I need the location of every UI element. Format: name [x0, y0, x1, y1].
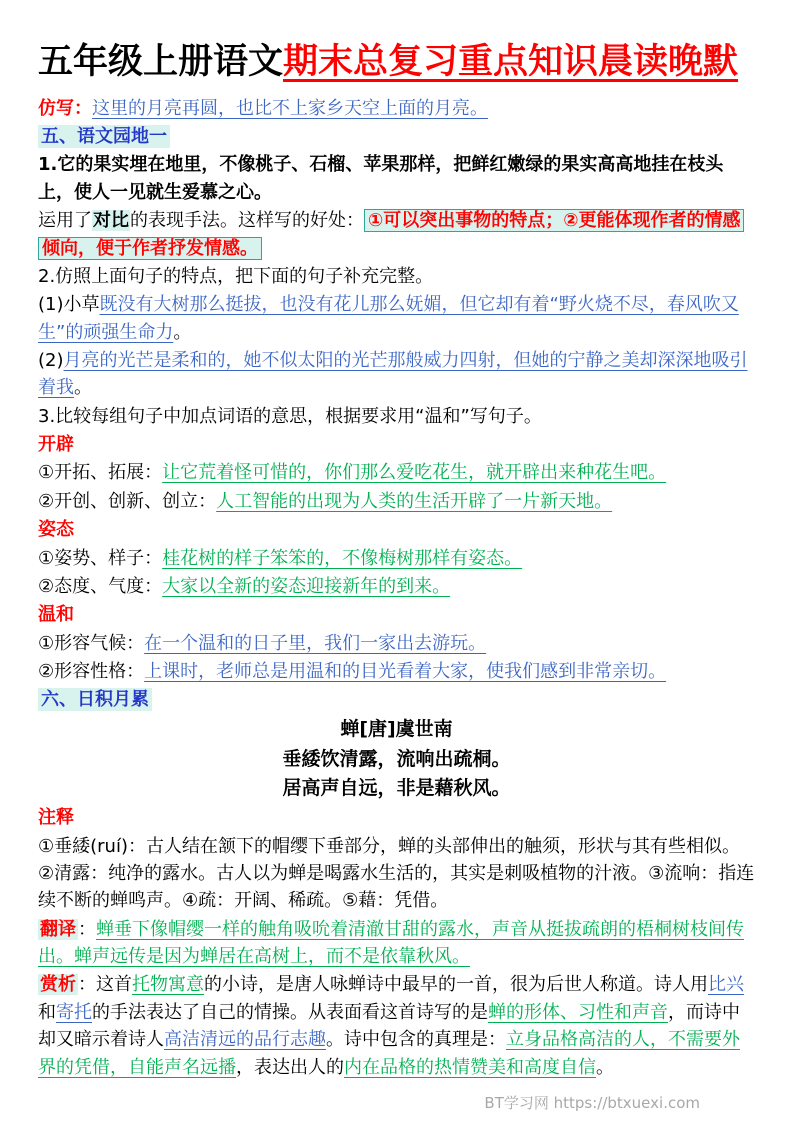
zhushi-label: [38, 804, 755, 831]
text-segment: 的手法表达了自己的情操。从表面看这首诗写的是: [92, 1001, 488, 1023]
text-segment: 。: [74, 377, 92, 399]
text-segment: 温和: [38, 604, 74, 626]
fangxie-line: [38, 95, 755, 122]
text-segment: ①垂緌(ruí)：古人结在颔下的帽缨下垂部分，蝉的头部伸出的触须，形状与其有些相似。②清露：纯净的露水。古人以为蝉是喝露水生活的，其实是刺吸植物的汁液。③流响：指连续不断的蝉鸣声。④疏：开阔、稀疏。⑤藉：凭借。: [38, 835, 755, 912]
text-segment: 和: [38, 1001, 56, 1023]
text-segment: 上课时，老师总是用温和的目光看着大家，使我们感到非常亲切。: [144, 660, 667, 682]
text-segment: 运用了: [38, 210, 92, 232]
section-heading-6: [38, 686, 755, 713]
text-segment: (2): [38, 349, 64, 371]
text-segment: ，表达出人的: [236, 1056, 344, 1078]
text-segment: 托物寓意: [132, 974, 204, 996]
text-segment: 寄托: [56, 1001, 92, 1023]
text-segment: 姿态: [38, 519, 74, 541]
fanyi-line: [38, 916, 755, 971]
text-segment: 比兴: [708, 974, 744, 996]
kaipi-sense-1: [38, 459, 755, 486]
zhushi-body: [38, 833, 755, 915]
text-segment: 蝉的形体、习性和声音: [488, 1001, 668, 1023]
question-3: [38, 403, 755, 430]
zitai-sense-2: [38, 573, 755, 600]
word-kaipi: [38, 431, 755, 458]
text-segment: ：这首: [78, 974, 132, 996]
text-segment: 开辟: [38, 434, 74, 456]
text-segment: 。: [173, 321, 192, 343]
text-segment: 居高声自远，非是藉秋风。: [282, 777, 511, 800]
answer-1: [38, 207, 755, 262]
poem-title: [38, 715, 755, 744]
word-wenhe: [38, 601, 755, 628]
footer-watermark: BT学习网 https://btxuexi.com: [484, 1093, 700, 1112]
wenhe-sense-1: [38, 630, 755, 657]
page-title-black: 五年级上册语文: [38, 41, 284, 82]
text-segment: 既没有大树那么挺拔，也没有花儿那么妩媚，但它却有着“野火烧不尽，春风吹又生”的顽强生命力: [38, 294, 739, 343]
text-segment: ②开创、创新、创立：: [38, 490, 217, 512]
question-1: [38, 151, 755, 206]
text-segment: ，而诗中却又暗示着诗人: [38, 1001, 740, 1051]
text-segment: 六、日积月累: [38, 688, 152, 711]
word-zitai: [38, 516, 755, 543]
text-segment: 月亮的光芒是柔和的，她不似太阳的光芒那般威力四射，但她的宁静之美却深深地吸引着我: [38, 349, 748, 399]
text-segment: 人工智能的出现为人类的生活开辟了一片新天地。: [216, 490, 613, 512]
poem-line-1: [38, 745, 755, 774]
section-heading-5: [38, 123, 755, 150]
text-segment: 注释: [38, 807, 74, 829]
page-title: [38, 40, 755, 84]
text-segment: 桂花树的样子笨笨的，不像梅树那样有姿态。: [162, 547, 523, 569]
text-segment: ：: [78, 918, 96, 940]
text-segment: 的小诗，是唐人咏蝉诗中最早的一首，很为后世人称道。诗人用: [204, 974, 708, 996]
text-segment: ①可以突出事物的特点；②更能体现作者的情感倾向，便于作者抒发情感。: [38, 209, 744, 259]
kaipi-sense-2: [38, 488, 755, 515]
poem-line-2: [38, 774, 755, 803]
text-segment: 仿写：: [38, 97, 92, 119]
text-segment: 的表现手法。这样写的好处：: [130, 210, 364, 232]
text-segment: ①形容气候：: [38, 632, 145, 654]
answer-2-2: [38, 347, 755, 402]
text-segment: 蝉[唐]虞世南: [340, 717, 453, 740]
text-segment: 翻译: [40, 918, 76, 940]
text-segment: 这里的月亮再圆，也比不上家乡天空上面的月亮。: [92, 97, 488, 119]
text-segment: 赏析: [40, 974, 76, 996]
text-segment: 垂緌饮清露，流响出疏桐。: [282, 747, 511, 770]
shangxi-line: [38, 971, 755, 1080]
text-segment: 五、语文园地一: [38, 125, 170, 148]
text-segment: ①姿势、样子：: [38, 547, 163, 569]
text-segment: 。: [596, 1056, 614, 1078]
text-segment: 立身品格高洁的人，不需要外界的凭借，自能声名远播: [38, 1029, 740, 1078]
text-segment: 蝉垂下像帽缨一样的触角吸吮着清澈甘甜的露水，声音从挺拔疏朗的梧桐树枝间传出。蝉声远传是因为蝉居在高树上，而不是依靠秋风。: [38, 918, 744, 968]
text-segment: ①开拓、拓展：: [38, 462, 163, 484]
document-body: [38, 94, 755, 1082]
answer-2-1: [38, 291, 755, 346]
text-segment: 2.仿照上面句子的特点，把下面的句子补充完整。: [38, 265, 434, 287]
text-segment: ②形容性格：: [38, 660, 145, 682]
text-segment: 对比: [93, 210, 129, 232]
text-segment: (1)小草: [38, 294, 100, 316]
wenhe-sense-2: [38, 658, 755, 685]
page-title-red: 期末总复习重点知识晨读晚默: [283, 41, 739, 82]
text-segment: 。诗中包含的真理是：: [326, 1029, 506, 1051]
text-segment: 大家以全新的姿态迎接新年的到来。: [162, 575, 451, 597]
text-segment: ②态度、气度：: [38, 575, 163, 597]
zitai-sense-1: [38, 545, 755, 572]
text-segment: 让它荒着怪可惜的，你们那么爱吃花生，就开辟出来种花生吧。: [162, 462, 667, 484]
text-segment: 在一个温和的日子里，我们一家出去游玩。: [144, 632, 487, 654]
text-segment: 3.比较每组句子中加点词语的意思，根据要求用“温和”写句子。: [38, 405, 542, 427]
question-2: [38, 263, 755, 290]
text-segment: 内在品格的热情赞美和高度自信: [344, 1056, 596, 1078]
text-segment: 1.它的果实埋在地里，不像桃子、石榴、苹果那样，把鲜红嫩绿的果实高高地挂在枝头上，使人一见就生爱慕之心。: [38, 154, 724, 203]
text-segment: 高洁清远的品行志趣: [164, 1029, 326, 1051]
